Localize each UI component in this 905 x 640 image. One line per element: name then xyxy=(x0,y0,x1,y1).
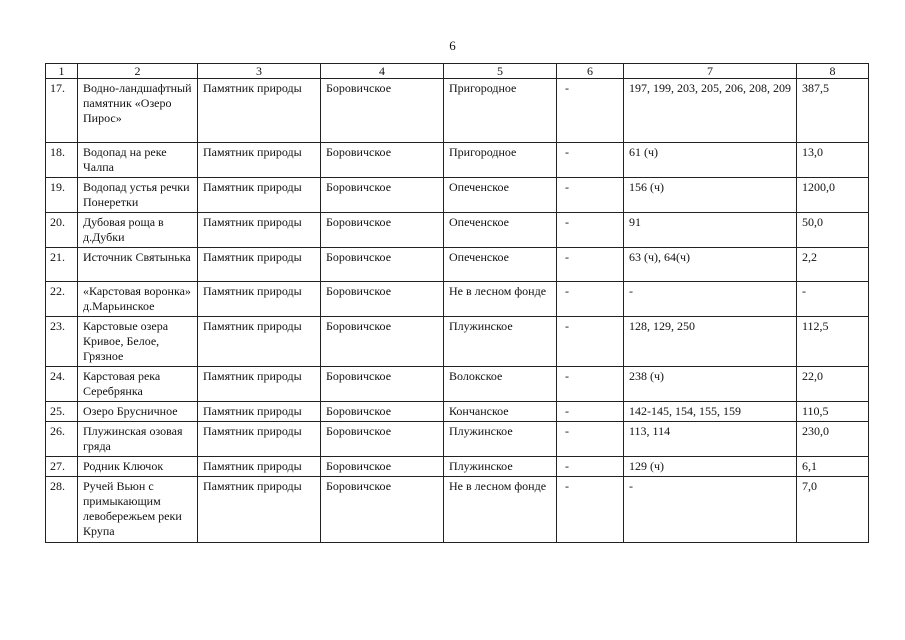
table-cell: 6,1 xyxy=(797,457,869,477)
table-row xyxy=(46,422,869,457)
column-header: 6 xyxy=(557,64,624,79)
table-cell: 63 (ч), 64(ч) xyxy=(624,248,797,282)
table-cell: Карстовая река Серебрянка xyxy=(78,367,198,402)
table-cell: - xyxy=(557,79,624,143)
table-cell: - xyxy=(557,422,624,457)
table-cell: Пригородное xyxy=(444,143,557,178)
table-cell: 142-145, 154, 155, 159 xyxy=(624,402,797,422)
table-cell: Боровичское xyxy=(321,422,444,457)
table-cell: Памятник природы xyxy=(198,143,321,178)
table-cell: 91 xyxy=(624,213,797,248)
table-cell: 61 (ч) xyxy=(624,143,797,178)
table-cell: 156 (ч) xyxy=(624,178,797,213)
table-row xyxy=(46,367,869,402)
column-header: 5 xyxy=(444,64,557,79)
table-cell: 27. xyxy=(46,457,78,477)
table-row xyxy=(46,248,869,282)
table-cell: «Карстовая воронка» д.Марьинское xyxy=(78,282,198,317)
table-cell: Памятник природы xyxy=(198,79,321,143)
table-cell: 387,5 xyxy=(797,79,869,143)
table-cell: - xyxy=(797,282,869,317)
table-cell: - xyxy=(557,367,624,402)
table-cell: - xyxy=(557,248,624,282)
table-cell: - xyxy=(557,143,624,178)
table-cell: Плужинское xyxy=(444,457,557,477)
table-cell: Памятник природы xyxy=(198,282,321,317)
table-cell: Боровичское xyxy=(321,248,444,282)
table-header-row xyxy=(46,64,869,79)
table-cell: 1200,0 xyxy=(797,178,869,213)
table-row xyxy=(46,213,869,248)
table-cell: 19. xyxy=(46,178,78,213)
table-cell: - xyxy=(557,282,624,317)
table-cell: Боровичское xyxy=(321,317,444,367)
table-row xyxy=(46,282,869,317)
table-cell: 50,0 xyxy=(797,213,869,248)
table-cell: 110,5 xyxy=(797,402,869,422)
table-row xyxy=(46,457,869,477)
table-cell: - xyxy=(557,477,624,543)
column-header: 4 xyxy=(321,64,444,79)
table-cell: Не в лесном фонде xyxy=(444,477,557,543)
table-cell: 230,0 xyxy=(797,422,869,457)
nature-monuments-table xyxy=(45,63,869,543)
table-cell: Памятник природы xyxy=(198,317,321,367)
table-cell: Волокское xyxy=(444,367,557,402)
table-cell: 18. xyxy=(46,143,78,178)
table-cell: 113, 114 xyxy=(624,422,797,457)
column-header: 3 xyxy=(198,64,321,79)
table-cell: 26. xyxy=(46,422,78,457)
table-cell: Пригородное xyxy=(444,79,557,143)
table-cell: Не в лесном фонде xyxy=(444,282,557,317)
table-cell: Памятник природы xyxy=(198,213,321,248)
table-row xyxy=(46,178,869,213)
table-cell: Боровичское xyxy=(321,213,444,248)
table-cell: - xyxy=(557,402,624,422)
table-cell: 17. xyxy=(46,79,78,143)
table-cell: - xyxy=(557,457,624,477)
table-cell: 2,2 xyxy=(797,248,869,282)
table-cell: 28. xyxy=(46,477,78,543)
table-cell: 23. xyxy=(46,317,78,367)
table-cell: Боровичское xyxy=(321,457,444,477)
table-cell: 25. xyxy=(46,402,78,422)
table-cell: Опеченское xyxy=(444,213,557,248)
table-cell: - xyxy=(624,282,797,317)
table-cell: Памятник природы xyxy=(198,457,321,477)
table-cell: Плужинское xyxy=(444,317,557,367)
table-cell: 128, 129, 250 xyxy=(624,317,797,367)
table-cell: 20. xyxy=(46,213,78,248)
table-cell: 13,0 xyxy=(797,143,869,178)
table-cell: - xyxy=(557,213,624,248)
table-cell: 112,5 xyxy=(797,317,869,367)
table-cell: Памятник природы xyxy=(198,477,321,543)
table-cell: Боровичское xyxy=(321,402,444,422)
column-header: 8 xyxy=(797,64,869,79)
table-row xyxy=(46,79,869,143)
table-cell: - xyxy=(557,178,624,213)
table-row xyxy=(46,477,869,543)
table-cell: Памятник природы xyxy=(198,402,321,422)
table-cell: 197, 199, 203, 205, 206, 208, 209 xyxy=(624,79,797,143)
table-cell: Водопад на реке Чалпа xyxy=(78,143,198,178)
table-cell: 238 (ч) xyxy=(624,367,797,402)
table-cell: Ручей Вьюн с примыкающим левобережьем реки Крупа xyxy=(78,477,198,543)
table-cell: Карстовые озера Кривое, Белое, Грязное xyxy=(78,317,198,367)
table-cell: 22,0 xyxy=(797,367,869,402)
table-cell: Памятник природы xyxy=(198,178,321,213)
column-header: 2 xyxy=(78,64,198,79)
table-cell: 22. xyxy=(46,282,78,317)
table-cell: Памятник природы xyxy=(198,248,321,282)
column-header: 7 xyxy=(624,64,797,79)
table-cell: Памятник природы xyxy=(198,422,321,457)
table-cell: Озеро Брусничное xyxy=(78,402,198,422)
table-row xyxy=(46,317,869,367)
table-row xyxy=(46,143,869,178)
table-cell: 24. xyxy=(46,367,78,402)
column-header: 1 xyxy=(46,64,78,79)
table-cell: Памятник природы xyxy=(198,367,321,402)
table-cell: - xyxy=(557,317,624,367)
table-cell: Источник Святынька xyxy=(78,248,198,282)
table-cell: Водно-ландшафтный памятник «Озеро Пирос» xyxy=(78,79,198,143)
table-cell: 129 (ч) xyxy=(624,457,797,477)
table-cell: Кончанское xyxy=(444,402,557,422)
table-cell: Опеченское xyxy=(444,248,557,282)
table-cell: Опеченское xyxy=(444,178,557,213)
table-cell: Боровичское xyxy=(321,143,444,178)
table-cell: Боровичское xyxy=(321,178,444,213)
table-cell: Дубовая роща в д.Дубки xyxy=(78,213,198,248)
table-cell: Боровичское xyxy=(321,367,444,402)
table-cell: Водопад устья речки Понеретки xyxy=(78,178,198,213)
table-cell: Родник Ключок xyxy=(78,457,198,477)
table-cell: 7,0 xyxy=(797,477,869,543)
page-number: 6 xyxy=(449,38,456,53)
table-cell: 21. xyxy=(46,248,78,282)
table-cell: Плужинское xyxy=(444,422,557,457)
table-cell: Боровичское xyxy=(321,477,444,543)
table-cell: Боровичское xyxy=(321,282,444,317)
table-row xyxy=(46,402,869,422)
table-cell: - xyxy=(624,477,797,543)
table-cell: Боровичское xyxy=(321,79,444,143)
table-cell: Плужинская озовая гряда xyxy=(78,422,198,457)
